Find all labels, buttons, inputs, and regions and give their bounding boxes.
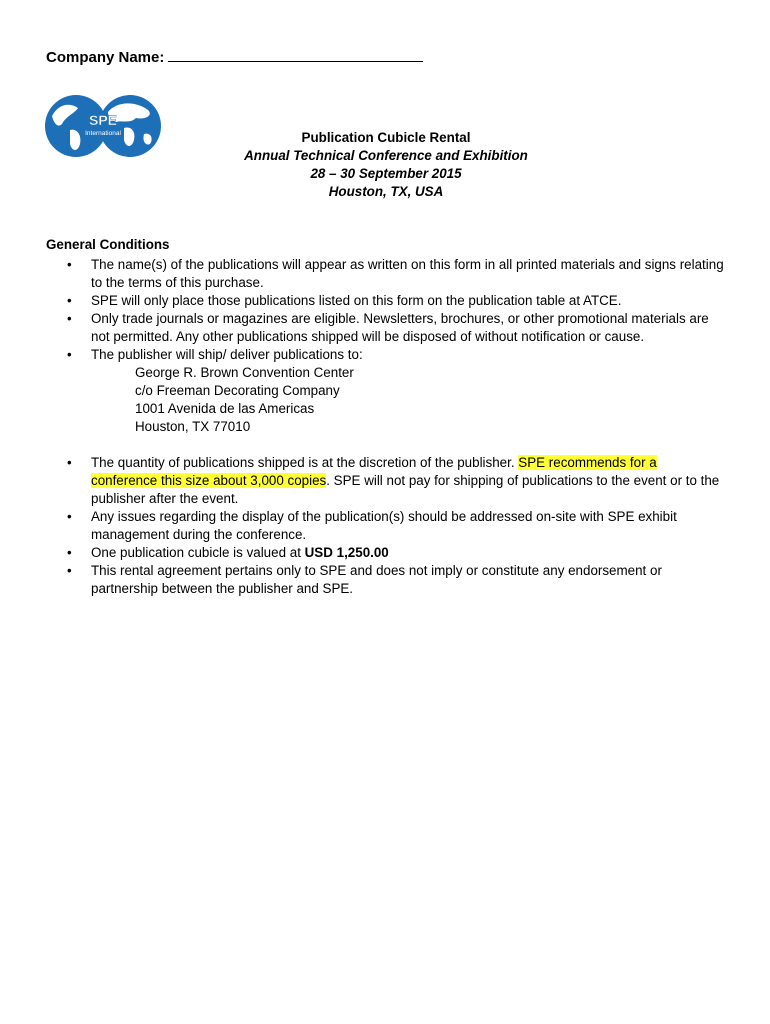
list-item — [46, 508, 726, 544]
bullet-icon: • — [67, 347, 72, 362]
list-item — [46, 292, 726, 310]
logo-sub-text: International — [85, 130, 121, 137]
company-name-blank-line[interactable] — [168, 47, 423, 62]
condition-text: The publisher will ship/ deliver publications to: — [91, 347, 363, 362]
shipping-address — [91, 364, 726, 436]
document-header — [180, 129, 592, 201]
spe-international-logo — [44, 94, 162, 158]
event-name: Annual Technical Conference and Exhibition — [244, 148, 528, 163]
highlighted-recommendation: SPE recommends for a conference this size about 3,000 copies — [91, 455, 657, 488]
conditions-list — [46, 256, 726, 598]
address-line: c/o Freeman Decorating Company — [135, 383, 340, 398]
logo-main-text: SPE — [88, 112, 118, 128]
bullet-icon: • — [67, 545, 72, 560]
bullet-icon: • — [67, 563, 72, 578]
list-item — [46, 346, 726, 436]
bullet-icon: • — [67, 293, 72, 308]
bullet-icon: • — [67, 509, 72, 524]
condition-text: The quantity of publications shipped is at the discretion of the publisher. — [91, 455, 519, 470]
address-line: Houston, TX 77010 — [135, 419, 251, 434]
bullet-icon: • — [67, 257, 72, 272]
condition-text: The name(s) of the publications will appear as written on this form in all printed materials and signs relating to the terms of this purchase. — [91, 257, 724, 290]
bullet-icon: • — [67, 455, 72, 470]
address-line: 1001 Avenida de las Americas — [135, 401, 315, 416]
condition-text: Only trade journals or magazines are eligible. Newsletters, brochures, or other promotional materials are not permitted. Any other publications shipped will be disposed of without notification or cause. — [91, 311, 709, 344]
bullet-icon: • — [67, 311, 72, 326]
condition-text: Any issues regarding the display of the publication(s) should be addressed on-site with SPE exhibit management during the conference. — [91, 509, 677, 542]
section-title: General Conditions — [46, 237, 170, 252]
list-item — [46, 454, 726, 508]
list-item — [46, 310, 726, 346]
condition-text: SPE will only place those publications listed on this form on the publication table at ATCE. — [91, 293, 622, 308]
condition-text: . SPE will not pay for shipping of publications to the event or to the publisher after the event. — [91, 473, 720, 506]
company-name-field — [46, 47, 423, 66]
event-location: Houston, TX, USA — [328, 184, 444, 199]
list-item — [46, 544, 726, 562]
address-line: George R. Brown Convention Center — [135, 365, 354, 380]
list-item — [46, 562, 726, 598]
company-name-label: Company Name: — [46, 49, 165, 66]
cubicle-price: USD 1,250.00 — [304, 545, 389, 560]
event-dates: 28 – 30 September 2015 — [310, 166, 462, 181]
condition-text: This rental agreement pertains only to SPE and does not imply or constitute any endorsement or partnership between the publisher and SPE. — [91, 563, 662, 596]
document-title: Publication Cubicle Rental — [301, 130, 471, 145]
condition-text: One publication cubicle is valued at — [91, 545, 305, 560]
list-item — [46, 256, 726, 292]
